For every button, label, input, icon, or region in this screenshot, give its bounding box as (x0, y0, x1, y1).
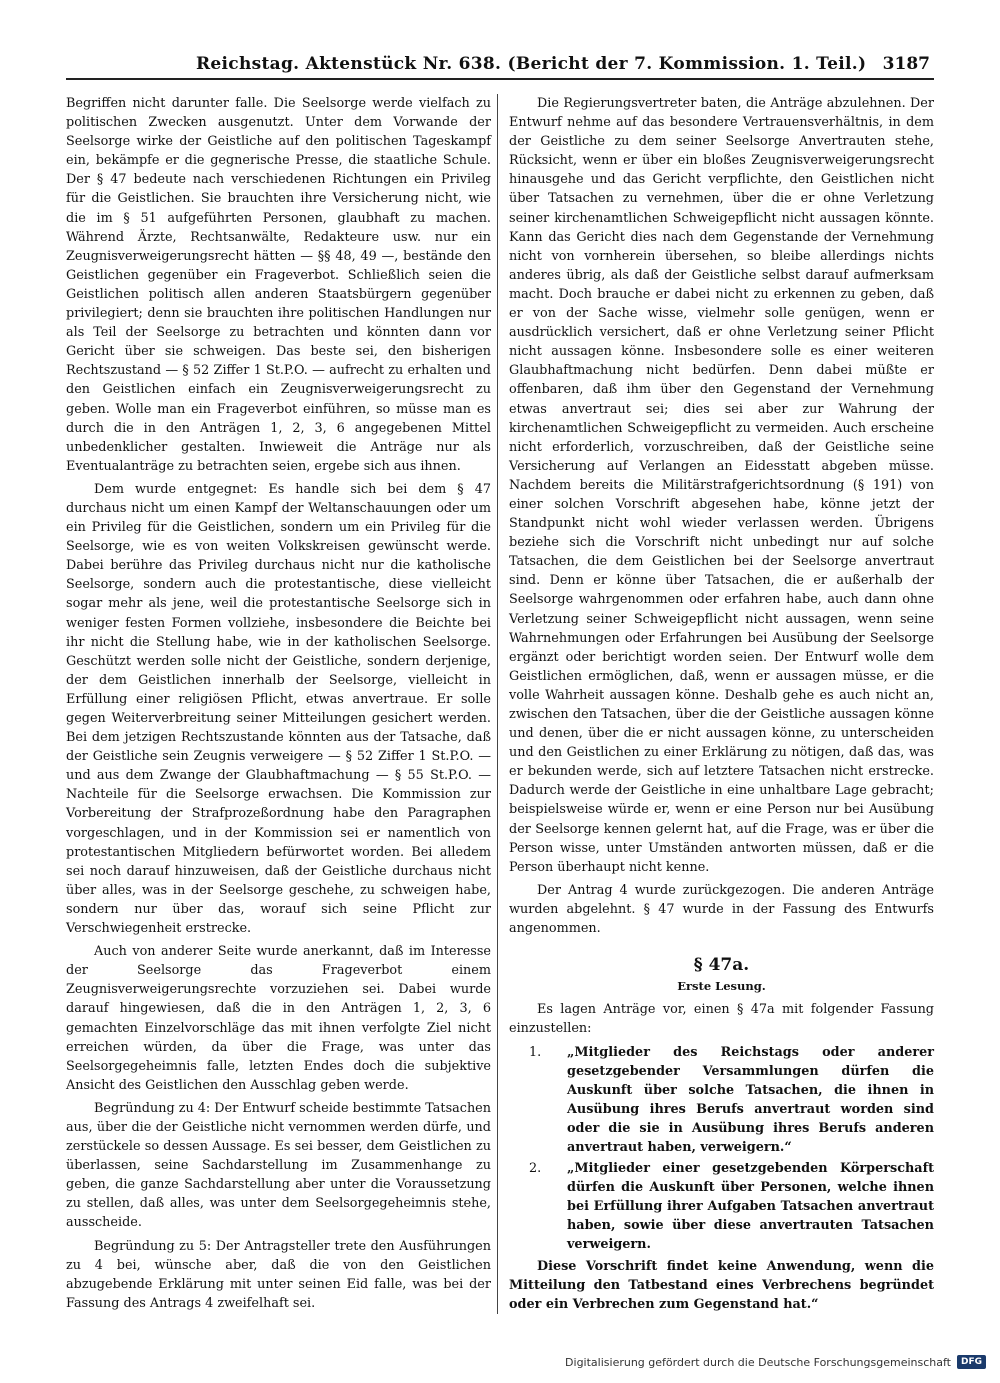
closing-paragraph: Diese Vorschrift findet keine Anwendung, wenn die Mitteilung den Tatbestand eines Verbrechens begründet oder ein Verbrechen zum Gegenstand hat.“ (509, 1258, 934, 1312)
paragraph: Der Antrag 4 wurde zurückgezogen. Die anderen Anträge wurden abgelehnt. § 47 wurde in der Fassung des Entwurfs angenommen. (509, 882, 934, 937)
footer (565, 1355, 986, 1369)
list-item-number: 1. (529, 1044, 542, 1060)
list-item (509, 1043, 934, 1158)
list-item-text: „Mitglieder des Reichstags oder anderer gesetzgebender Versammlungen dürfen die Auskunft über solche Tatsachen, die ihnen in Ausübung ihres Berufs anvertraut worden sind oder die sie in Ausübung ihres Berufs anderen anvertraut haben, verweigern.“ (567, 1044, 934, 1155)
paragraph: Begründung zu 4: Der Entwurf scheide bestimmte Tatsachen aus, über die der Geistliche nicht vernommen werden dürfe, und zerstückele so dessen Aussage. Es sei besser, dem Geistlichen zu überlassen, seine Sachdarstellung im Zusammenhange zu geben, die ganze Sachdarstellung aber unter die Voraussetzung zu stellen, daß alles, was unter dem Seelsorgegeheimnis stehe, ausscheide. (66, 1100, 491, 1231)
page-header (66, 50, 934, 80)
column-divider (497, 94, 498, 1314)
right-column (509, 94, 934, 1318)
list-item-number: 2. (529, 1161, 542, 1177)
paragraph: Auch von anderer Seite wurde anerkannt, daß im Interesse der Seelsorge das Frageverbot einem Zeugnisverweigerungsrechte vorzuziehen sei. Dabei wurde darauf hingewiesen, daß die in den Anträgen 1, 2, 3, 6 gemachten Einzelvorschläge das mit ihnen verfolgte Ziel nicht erreichen würden, da über die Frage, was unter das Seelsorgegeheimnis falle, letzten Endes doch die subjektive Ansicht des Geistlichen den Ausschlag geben werde. (66, 944, 491, 1093)
list-item (509, 1159, 934, 1254)
dfg-logo-icon: DFG (957, 1355, 986, 1369)
footer-credit: Digitalisierung gefördert durch die Deutsche Forschungsgemeinschaft (565, 1355, 951, 1369)
paragraph: Begriffen nicht darunter falle. Die Seelsorge werde vielfach zu politischen Zwecken ausgenutzt. Unter dem Vorwande der Seelsorge wirke der Geistliche auf den politischen Tageskampf ein, bekämpfe er die gegnerische Presse, die staatliche Schule. Der § 47 bedeute nach verschiedenen Richtungen ein Privileg für die Geistlichen. Sie brauchten ihre Versicherung nicht, wie die im § 51 aufgeführten Personen, glaubhaft zu machen. Während Ärzte, Rechtsanwälte, Redakteure usw. nur ein Zeugnisverweigerungsrecht hätten — §§ 48, 49 —, bestände den Geistlichen gegenüber ein Frageverbot. Schließlich seien die Geistlichen politisch allen anderen Staatsbürgern gegenüber privilegiert; denn sie brauchten ihre politischen Handlungen nur als Teil der Seelsorge zu betrachten und könnten dann vor Gericht über sie schweigen. Das beste sei, den bisherigen Rechtszustand — § 52 Ziffer 1 St.P.O. — aufrecht zu erhalten und den Geistlichen einfach ein Zeugnisverweigerungsrecht zu geben. Wolle man ein Frageverbot einführen, so müsse man es durch die in den Anträgen 1, 2, 3, 6 angegebenen Mittel unbedenklicher gestalten. Inwieweit die Anträge nur als Eventualanträge zu betrachten seien, ergebe sich aus ihnen. (66, 96, 491, 474)
page-title: Reichstag. Aktenstück Nr. 638. (Bericht der 7. Kommission. 1. Teil.) (196, 54, 867, 74)
section-intro: Es lagen Anträge vor, einen § 47a mit folgender Fassung einzustellen: (509, 1002, 934, 1037)
paragraph: Die Regierungsvertreter baten, die Anträge abzulehnen. Der Entwurf nehme auf das besondere Vertrauensverhältnis, in dem der Geistliche zu dem seiner Seelsorge Anvertrauten stehe, Rücksicht, wenn er über ein bloßes Zeugnisverweigerungsrecht hinausgehe und das Gericht verpflichte, den Geistlichen nicht über Tatsachen zu vernehmen, über die er ohne Verletzung seiner kirchenamtlichen Schweigepflicht nicht aussagen könnte. Kann das Gericht dies nach dem Gegenstande der Vernehmung nicht von vornherein übersehen, so bleibe allerdings nichts anderes übrig, als daß der Geistliche selbst darauf aufmerksam macht. Doch brauche er dabei nicht zu erkennen zu geben, daß er von der Sache wisse, vielmehr solle genügen, wenn er ausdrücklich versichert, daß er ohne Verletzung seiner Pflicht nicht aussagen könne. Insbesondere solle es einer weiteren Glaubhaftmachung nicht bedürfen. Denn dabei müßte er offenbaren, daß ihm über den Gegenstand der Vernehmung etwas anvertraut sei; dies sei aber zur Wahrung der kirchenamtlichen Schweigepflicht zu vermeiden. Auch erscheine nicht erforderlich, vorzuschreiben, daß der Geistliche seine Versicherung auf Verlangen an Eidesstatt abgeben müsse. Nachdem bereits die Militärstrafgerichtsordnung (§ 191) von einer solchen Vorschrift abgesehen habe, könne jetzt der Standpunkt nicht wohl wieder verlassen werden. Übrigens beziehe sich die Vorschrift nicht unbedingt nur auf solche Tatsachen, die dem Geistlichen bei der Seelsorge anvertraut sind. Denn er könne über Tatsachen, die er außerhalb der Seelsorge wahrgenommen oder erfahren habe, auch dann ohne Verletzung seiner Schweigepflicht nicht aussagen, wenn seine Wahrnehmungen oder Erfahrungen bei Ausübung der Seelsorge ergänzt oder berichtigt worden seien. Der Entwurf wolle dem Geistlichen ermöglichen, daß, wenn er aussagen müsse, er die volle Wahrheit aussagen könne. Deshalb gehe es auch nicht an, zwischen den Tatsachen, über die der Geistliche aussagen könne und denen, über die er nicht aussagen könne, zu unterscheiden und den Geistlichen zu einer Erklärung zu nötigen, daß das, was er bekunden werde, sich auf letztere Tatsachen nicht erstrecke. Dadurch werde der Geistliche in eine unhaltbare Lage gebracht; beispielsweise würde er, wenn er eine Person nur bei Ausübung der Seelsorge kennen gelernt hat, auf die Frage, was er über die Person wisse, unter Umständen antworten müssen, daß er die Person überhaupt nicht kenne. (509, 96, 934, 875)
paragraph: Dem wurde entgegnet: Es handle sich bei dem § 47 durchaus nicht um einen Kampf der Weltanschauungen oder um ein Privileg für die Geistlichen, sondern um ein Privileg für die Seelsorge, wie es von weiten Volkskreisen gewünscht werde. Dabei berühre das Privileg durchaus nicht nur die katholische Seelsorge, sondern auch die protestantische, diese vielleicht sogar mehr als jene, weil die protestantische Seelsorge sich in weniger festen Formen vollziehe, insbesondere die Beichte bei ihr nicht die Stellung habe, wie in der katholischen Seelsorge. Geschützt werden solle nicht der Geistliche, sondern derjenige, der dem Geistlichen innerhalb der Seelsorge, vielleicht in Erfüllung einer religiösen Pflicht, etwas anvertraue. Er solle gegen Weiterverbreitung seiner Mitteilungen gesichert werden. Bei dem jetzigen Rechtszustande könnten aus der Tatsache, daß der Geistliche sein Zeugnis verweigere — § 52 Ziffer 1 St.P.O. — und aus dem Zwange der Glaubhaftmachung — § 55 St.P.O. — Nachteile für die Seelsorge erwachsen. Die Kommission zur Vorbereitung der Strafprozeßordnung habe den Paragraphen vorgeschlagen, und in der Kommission sei er namentlich von protestantischen Mitgliedern befürwortet worden. Bei alledem sei noch darauf hinzuweisen, daß der Geistliche durchaus nicht über alles, was in der Seelsorge geschehe, zu schweigen habe, sondern nur über das, worauf sich seine Pflicht zur Verschwiegenheit erstrecke. (66, 481, 491, 937)
section-heading: § 47a. (693, 955, 750, 976)
list-item-text: „Mitglieder einer gesetzgebenden Körperschaft dürfen die Auskunft über Personen, welche ihnen bei Erfüllung ihrer Aufgaben Tatsachen anvertraut haben, sowie über diese anvertrauten Tatsachen verweigern. (567, 1161, 934, 1253)
page-number: 3187 (882, 54, 930, 74)
left-column (66, 94, 491, 1317)
section-subheading: Erste Lesung. (677, 979, 766, 994)
paragraph: Begründung zu 5: Der Antragsteller trete den Ausführungen zu 4 bei, wünsche aber, daß die von den Geistlichen abzugebende Erklärung mit unter seinen Eid falle, was bei der Fassung des Antrags 4 zweifelhaft sei. (66, 1238, 491, 1311)
